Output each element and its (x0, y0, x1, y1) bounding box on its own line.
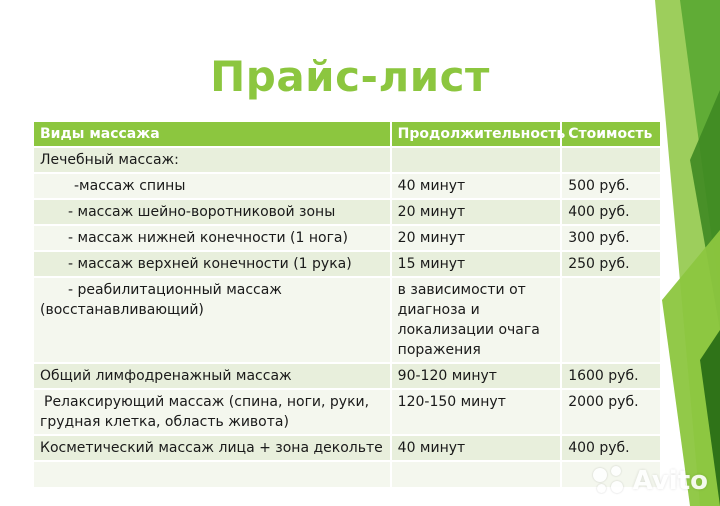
watermark-text: Avito (632, 466, 708, 496)
massage-type-cell: - массаж верхней конечности (1 рука) (34, 251, 391, 277)
price-cell: 300 руб. (561, 225, 660, 251)
table-header (34, 122, 660, 147)
price-cell (561, 277, 660, 363)
massage-type-cell: - массаж шейно-воротниковой зоны (34, 199, 391, 225)
table-row (34, 147, 660, 173)
duration-cell: 40 минут (391, 435, 562, 461)
duration-cell (391, 147, 562, 173)
massage-type-cell: Общий лимфодренажный массаж (34, 363, 391, 389)
duration-cell: 40 минут (391, 173, 562, 199)
column-header-price: Стоимость (561, 122, 660, 147)
price-cell: 500 руб. (561, 173, 660, 199)
massage-type-cell: -массаж спины (34, 173, 391, 199)
price-cell: 400 руб. (561, 199, 660, 225)
price-cell: 400 руб. (561, 435, 660, 461)
massage-type-cell: Косметический массаж лица + зона декольте (34, 435, 391, 461)
table-row (34, 199, 660, 225)
massage-type-cell: - реабилитационный массаж (восстанавливающий) (34, 277, 391, 363)
price-cell (561, 147, 660, 173)
table-row (34, 435, 660, 461)
table-row (34, 363, 660, 389)
avito-logo-icon (593, 466, 627, 496)
avito-watermark (593, 466, 708, 496)
page-title: Прайс-лист (210, 52, 490, 101)
table-row (34, 389, 660, 435)
table-row (34, 225, 660, 251)
massage-type-cell: Лечебный массаж: (34, 147, 391, 173)
table-row (34, 277, 660, 363)
price-cell: 1600 руб. (561, 363, 660, 389)
table-row (34, 173, 660, 199)
duration-cell: 15 минут (391, 251, 562, 277)
duration-cell: 20 минут (391, 225, 562, 251)
massage-type-cell: Релаксирующий массаж (спина, ноги, руки, грудная клетка, область живота) (34, 389, 391, 435)
duration-cell: 20 минут (391, 199, 562, 225)
duration-cell: 90-120 минут (391, 363, 562, 389)
table-row (34, 251, 660, 277)
column-header-duration: Продолжительность (391, 122, 562, 147)
massage-type-cell: - массаж нижней конечности (1 нога) (34, 225, 391, 251)
price-table (34, 122, 660, 487)
duration-cell: в зависимости от диагноза и локализации очага поражения (391, 277, 562, 363)
price-cell: 250 руб. (561, 251, 660, 277)
duration-cell (391, 461, 562, 487)
table-row (34, 461, 660, 487)
price-cell: 2000 руб. (561, 389, 660, 435)
column-header-type: Виды массажа (34, 122, 391, 147)
massage-type-cell (34, 461, 391, 487)
duration-cell: 120-150 минут (391, 389, 562, 435)
